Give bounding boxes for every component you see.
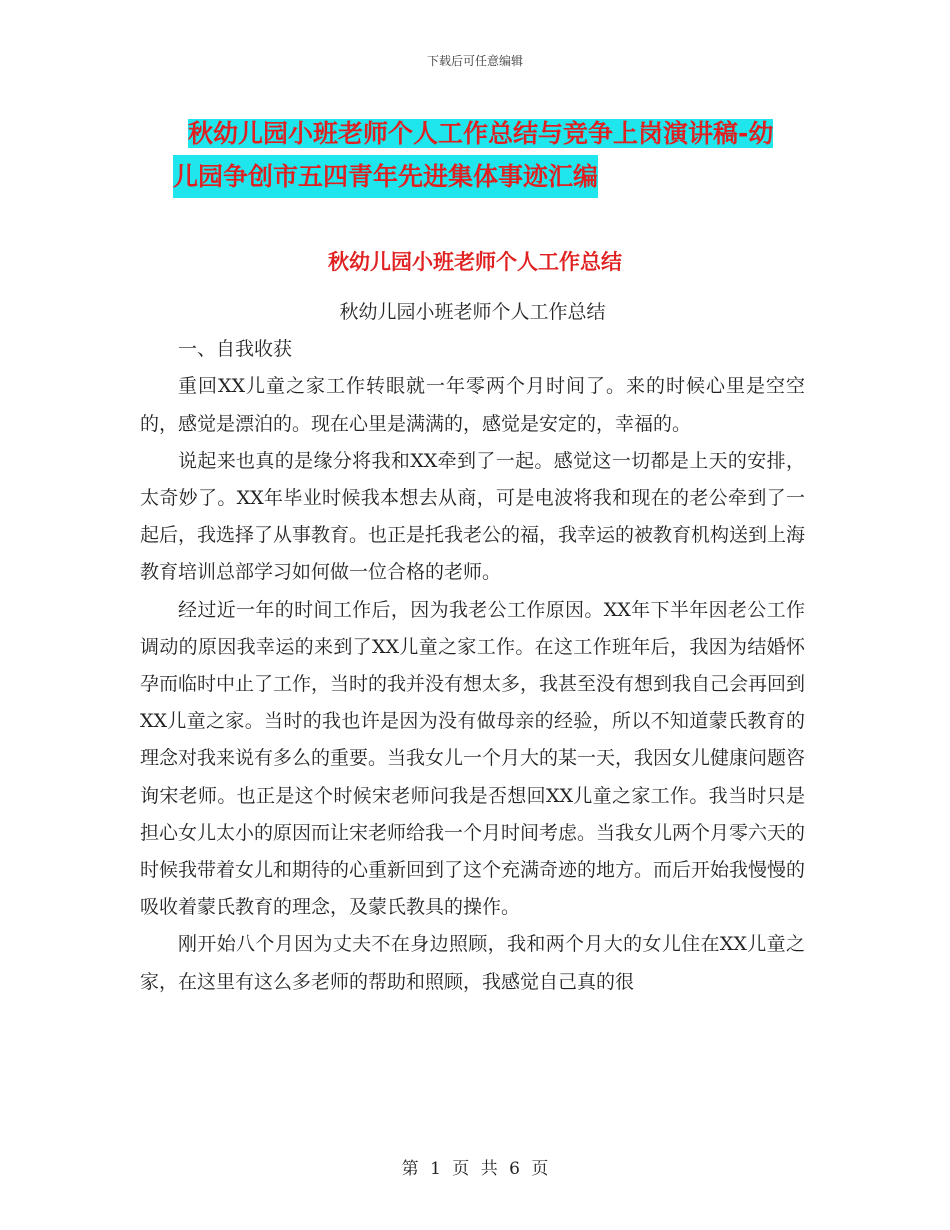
paragraph-1: 重回XX儿童之家工作转眼就一年零两个月时间了。来的时候心里是空空的，感觉是漂泊的。现在心里是满满的，感觉是安定的，幸福的。 bbox=[140, 375, 805, 435]
document-title-line2: 儿园争创市五四青年先进集体事迹汇编 bbox=[173, 155, 598, 198]
heading-self-gain: 一、自我收获 bbox=[178, 338, 293, 361]
paragraph-2: 说起来也真的是缘分将我和XX牵到了一起。感觉这一切都是上天的安排，太奇妙了。XX年毕业时候我本想去从商，可是电波将我和现在的老公牵到了一起后，我选择了从事教育。也正是托我老公的福，我幸运的被教育机构送到上海教育培训总部学习如何做一位合格的老师。 bbox=[140, 449, 806, 584]
page-footer: 第 1 页 共 6 页 bbox=[401, 1159, 549, 1179]
document-title-line1: 秋幼儿园小班老师个人工作总结与竞争上岗演讲稿-幼 bbox=[188, 119, 774, 148]
document-title bbox=[173, 112, 828, 198]
paragraph-4: 刚开始八个月因为丈夫不在身边照顾，我和两个月大的女儿住在XX儿童之家，在这里有这么多老师的帮助和照顾，我感觉自己真的很 bbox=[140, 933, 805, 993]
paragraph-3: 经过近一年的时间工作后，因为我老公工作原因。XX年下半年因老公工作调动的原因我幸运的来到了XX儿童之家工作。在这工作班年后，我因为结婚怀孕而临时中止了工作，当时的我并没有想太多，我甚至没有想到我自己会再回到XX儿童之家。当时的我也许是因为没有做母亲的经验，所以不知道蒙氏教育的理念对我来说有多么的重要。当我女儿一个月大的某一天，我因女儿健康问题咨询宋老师。也正是这个时候宋老师问我是否想回XX儿童之家工作。我当时只是担心女儿太小的原因而让宋老师给我一个月时间考虑。当我女儿两个月零六天的时候我带着女儿和期待的心重新回到了这个充满奇迹的地方。而后开始我慢慢的吸收着蒙氏教育的理念，及蒙氏教具的操作。 bbox=[140, 598, 806, 919]
header-note: 下载后可任意编辑 bbox=[426, 54, 523, 68]
body-subtitle: 秋幼儿园小班老师个人工作总结 bbox=[339, 301, 606, 323]
section-title: 秋幼儿园小班老师个人工作总结 bbox=[328, 250, 622, 274]
body-text bbox=[140, 294, 805, 1001]
